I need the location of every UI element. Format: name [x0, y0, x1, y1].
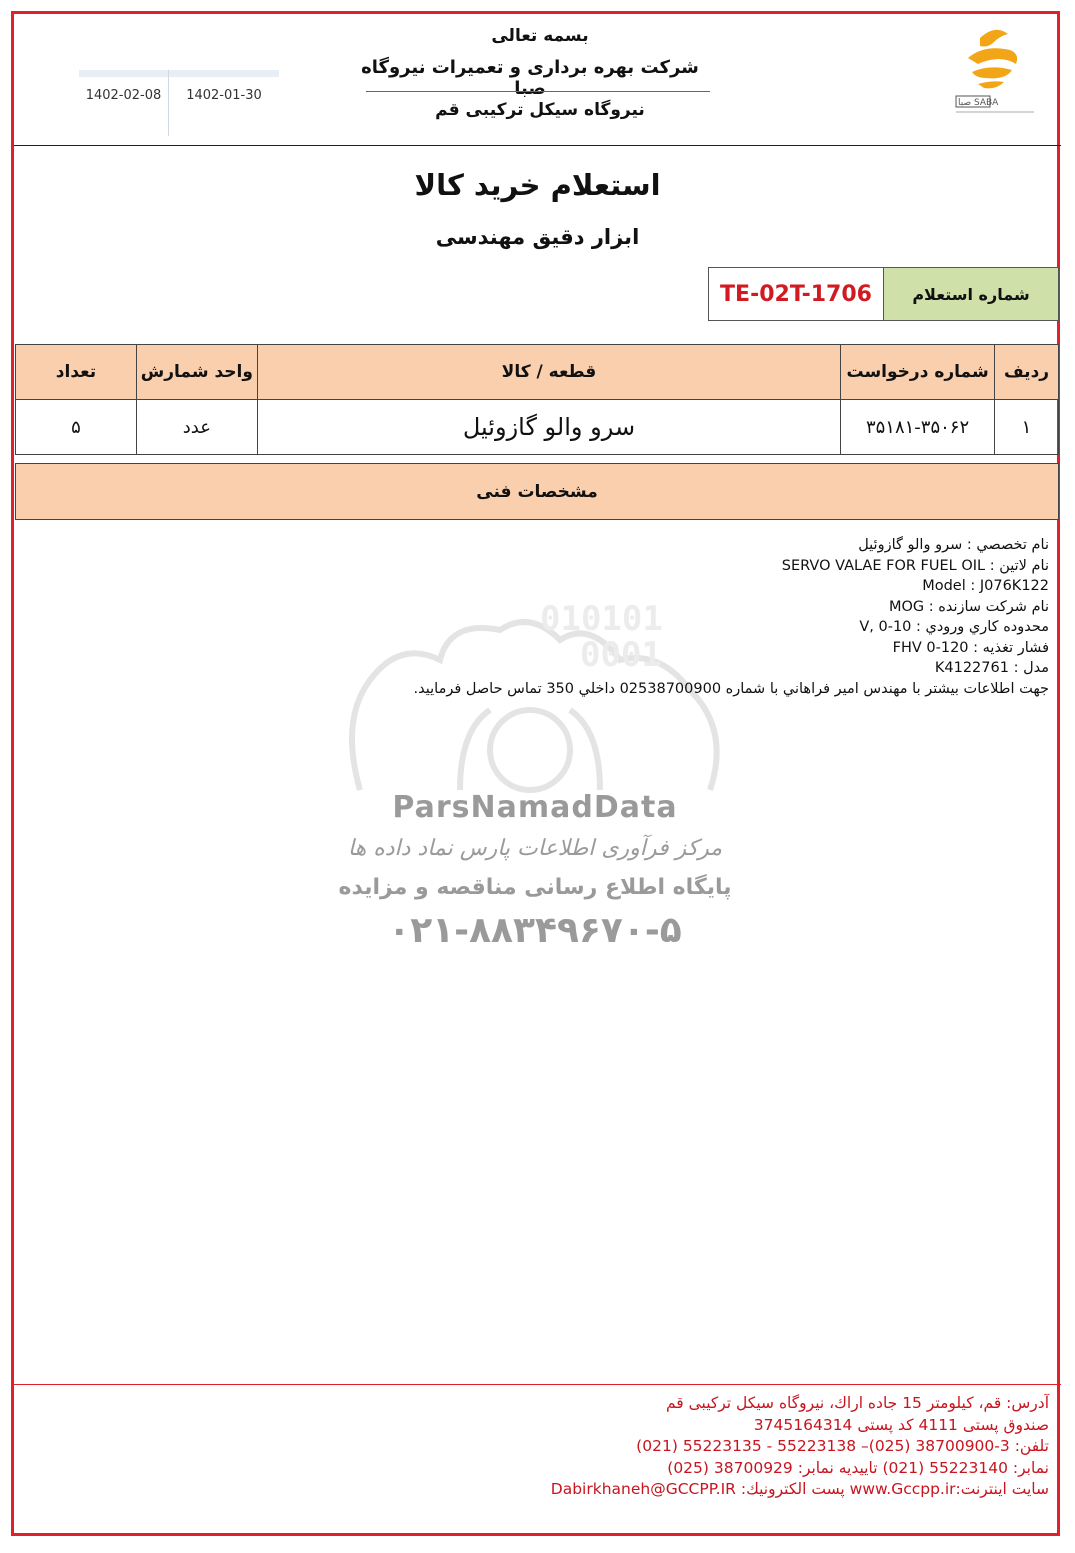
footer-postal: صندوق پستی 4111 كد پستی 3745164314	[753, 1415, 1049, 1434]
header-company: شرکت بهره برداری و تعمیرات نیروگاه صبا	[361, 57, 699, 99]
spec-line: نام لاتين : SERVO VALAE FOR FUEL OIL	[781, 557, 1049, 574]
header-plant: نیروگاه سیکل ترکیبی قم	[435, 100, 645, 120]
spec-line: Model : J076K122	[922, 578, 1049, 594]
spec-line: محدوده كاري ورودي : 10-0 ,V	[859, 619, 1049, 635]
header-request-number: شماره درخواست	[841, 345, 995, 400]
spec-line: نام شركت سازنده : MOG	[888, 598, 1049, 615]
watermark-brand: ParsNamadData	[392, 790, 678, 825]
footer-fax: نمابر: 55223140 (021) تاییدیه نمابر: 38700929 (025)	[667, 1458, 1049, 1477]
date-right: 1402-01-30	[186, 88, 262, 103]
footer	[249, 1393, 1049, 1501]
spec-line: مدل : K4122761	[934, 660, 1049, 676]
spec-heading: مشخصات فنی	[15, 463, 1059, 520]
spec-line: جهت اطلاعات بيشتر با مهندس امير فراهاني با شماره 02538700900 داخلي 350 تماس حاصل فرماييد.	[413, 680, 1049, 697]
footer-separator	[14, 1384, 1061, 1385]
header-basme: بسمه تعالی	[491, 26, 589, 46]
watermark-line1: مرکز فرآوری اطلاعات پارس نماد داده ها	[347, 836, 723, 861]
date-left: 1402-02-08	[85, 88, 162, 103]
footer-address: آدرس: قم، كيلومتر 15 جاده اراك، نيروگاه سيكل تركيبی قم	[665, 1394, 1049, 1412]
spec-line: فشار تغذيه : 120-0 FHV	[892, 639, 1049, 656]
saba-logo	[950, 24, 1040, 120]
cell-item: سرو والو گازوئیل	[257, 400, 840, 455]
inquiry-number-value: TE-02T-1706	[720, 281, 872, 307]
table-header-row	[16, 345, 1059, 400]
cell-request-number: ۳۵۱۸۱-۳۵۰۶۲	[841, 400, 995, 455]
header-unit: واحد شمارش	[136, 345, 257, 400]
page-subtitle: ابزار دقیق مهندسی	[435, 225, 640, 249]
page-title: استعلام خرید کالا	[414, 168, 661, 202]
date-box-bar	[79, 70, 279, 77]
cell-unit: عدد	[136, 400, 257, 455]
cell-row-number: ۱	[995, 400, 1059, 455]
logo-text: صبا SABA	[958, 98, 999, 108]
cell-quantity: ۵	[16, 400, 137, 455]
date-box	[79, 70, 279, 136]
watermark-phone: ۰۲۱-۸۸۳۴۹۶۷۰-۵	[388, 910, 682, 951]
footer-web-email: سايت اينترنت:www.Gccpp.ir پست الكترونيك: Dabirkhaneh@GCCPP.IR	[550, 1480, 1049, 1498]
header-divider	[366, 91, 710, 92]
header-item: قطعه / کالا	[257, 345, 840, 400]
footer-phone: تلفن: 3-38700900 (025)– 55223138 - 55223135 (021)	[636, 1437, 1049, 1455]
inquiry-number-label: شماره استعلام	[883, 268, 1058, 320]
spec-body	[289, 535, 1049, 699]
date-box-separator	[168, 70, 169, 136]
watermark-line2: پایگاه اطلاع رسانی مناقصه و مزایده	[338, 875, 732, 900]
items-table	[15, 344, 1059, 455]
header-separator	[14, 145, 1061, 146]
header-quantity: تعداد	[16, 345, 137, 400]
saba-logo-icon	[950, 24, 1040, 120]
table-row	[16, 400, 1059, 455]
header-row-number: ردیف	[995, 345, 1059, 400]
inquiry-number-box	[708, 267, 1059, 321]
svg-text:010101: 010101	[540, 600, 663, 639]
spec-line: نام تخصصي : سرو والو گازوئيل	[858, 537, 1049, 553]
svg-text:0001: 0001	[580, 635, 662, 675]
